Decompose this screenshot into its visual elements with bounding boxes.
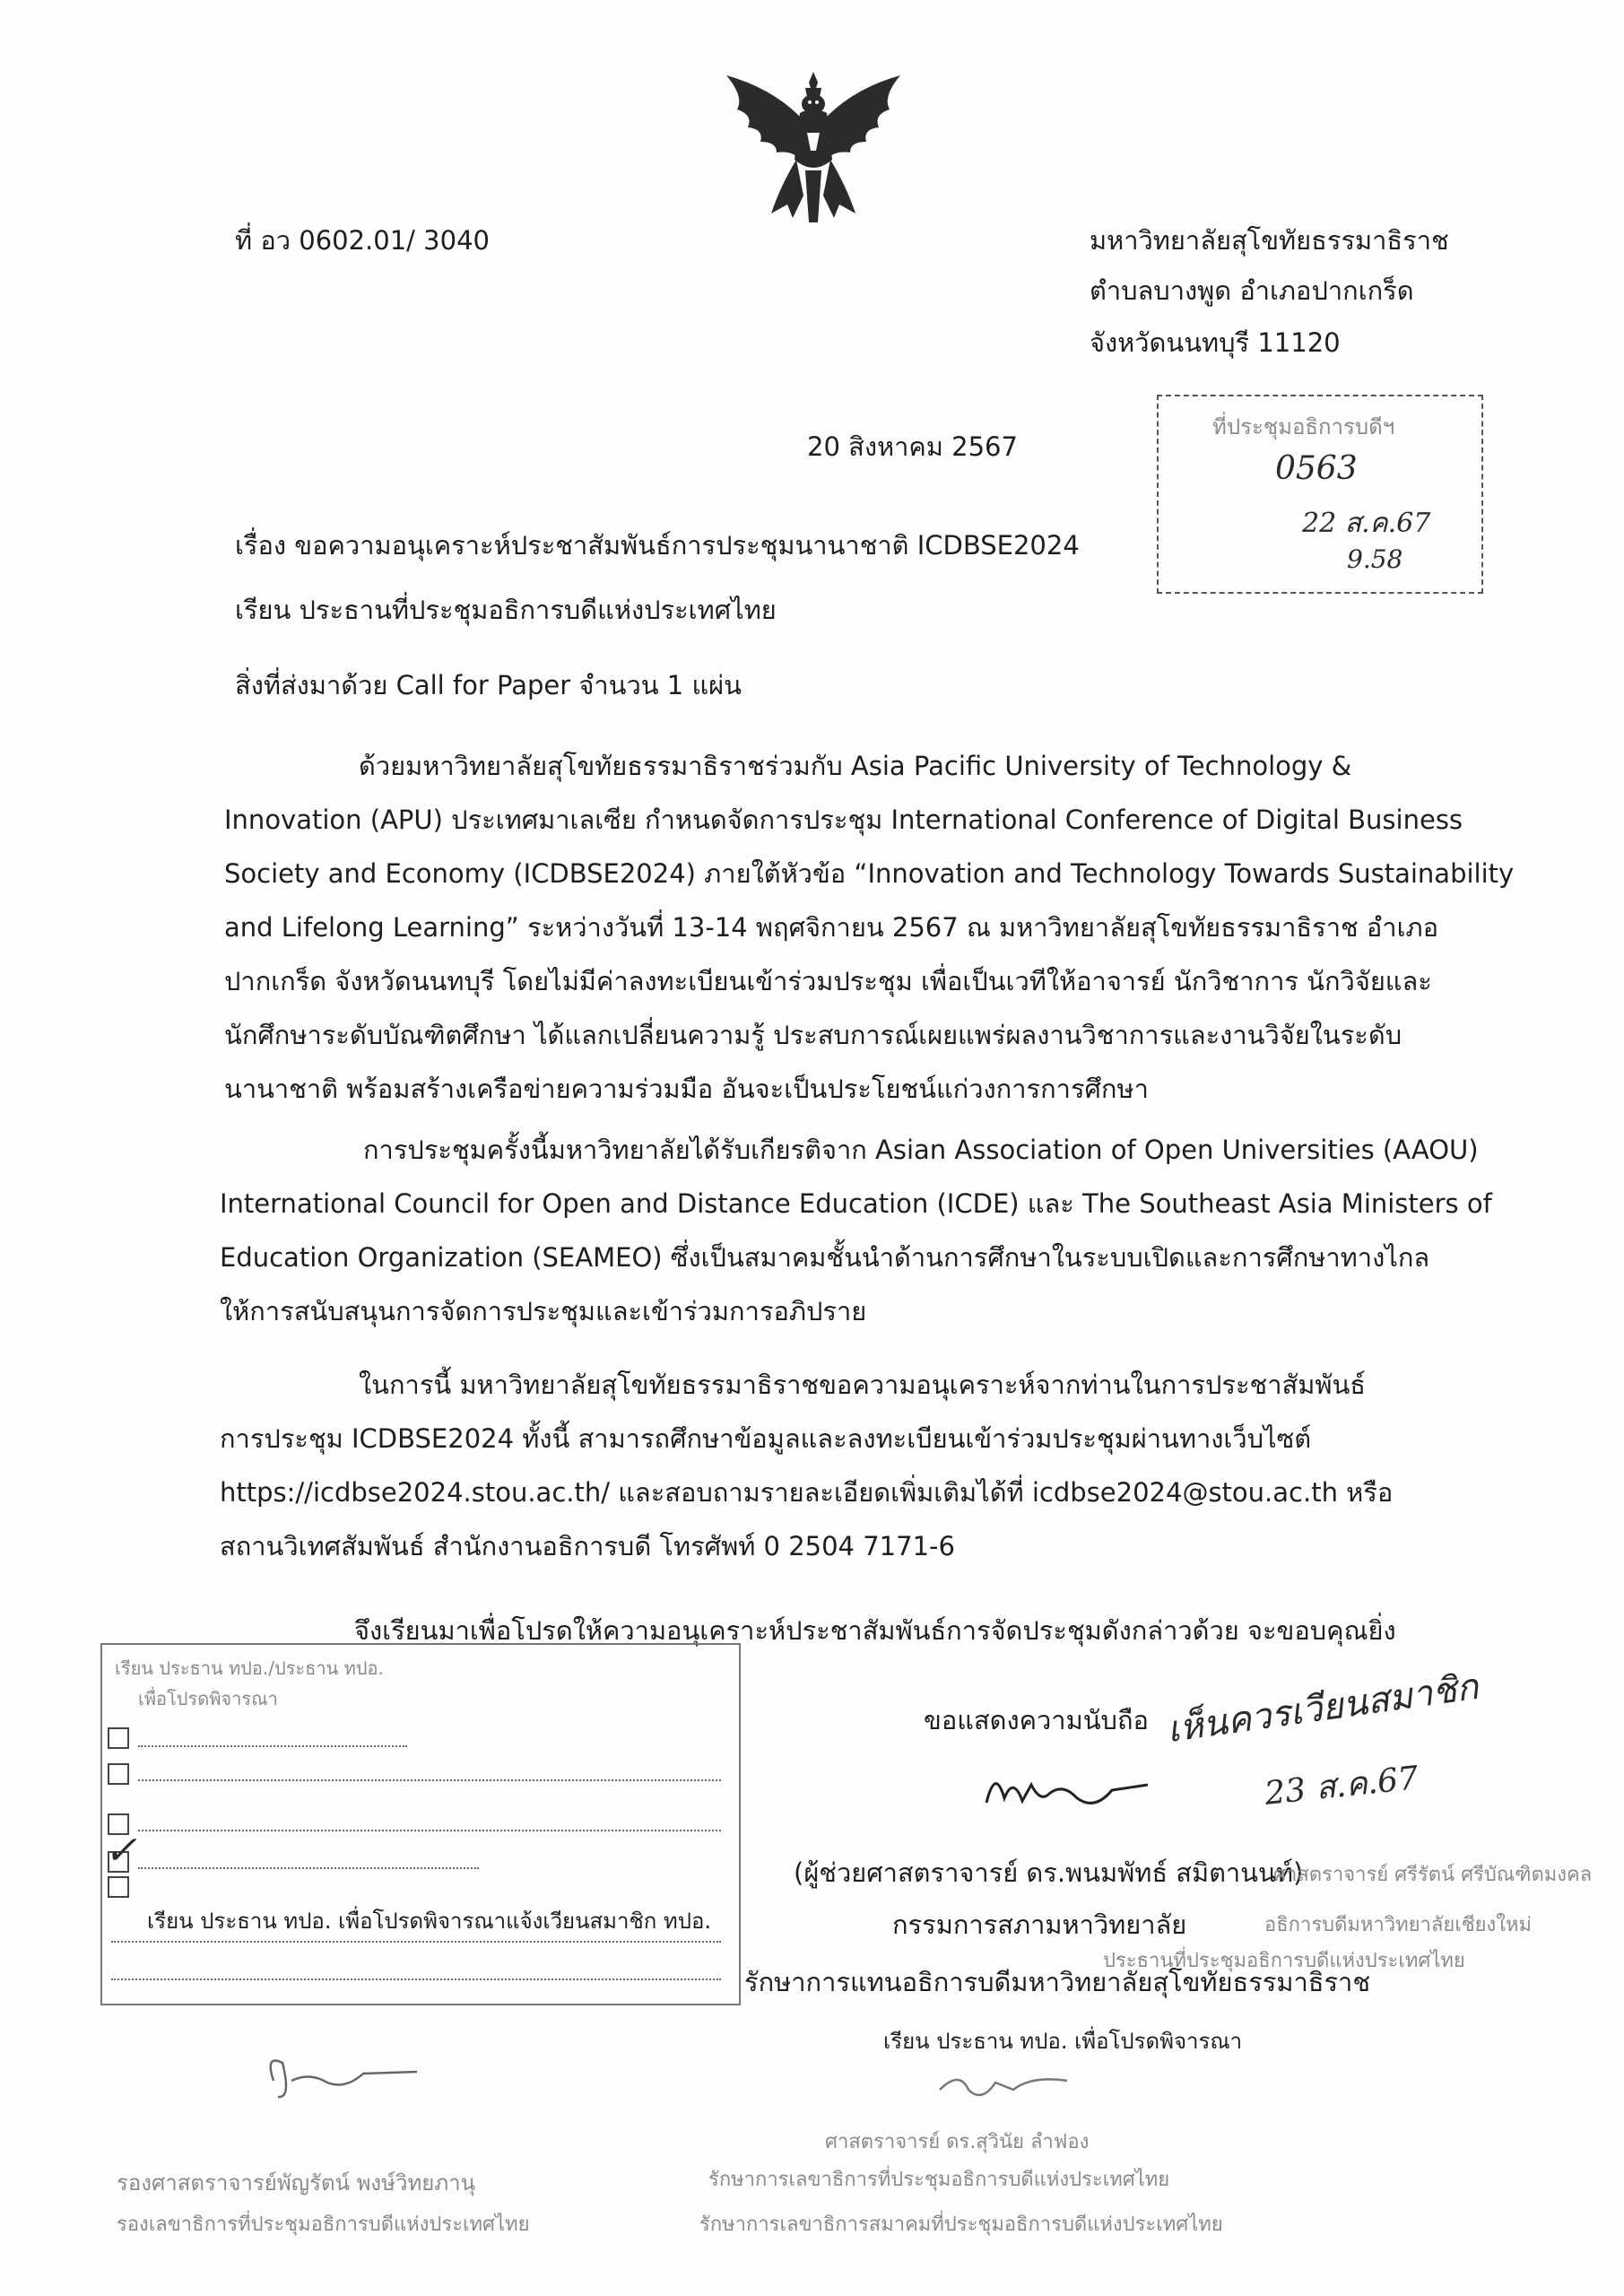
routing-checkbox-1: [108, 1727, 129, 1749]
para2-line-1: การประชุมครั้งนี้มหาวิทยาลัยได้รับเกียรติจาก Asian Association of Open Universities (AAOU): [363, 1135, 1479, 1165]
para1-line-3: Society and Economy (ICDBSE2024) ภายใต้หัวข้อ “Innovation and Technology Towards Sustainability: [224, 858, 1515, 889]
receipt-stamp-date: 22 ส.ค.67: [1302, 508, 1431, 539]
closing-line: จึงเรียนมาเพื่อโปรดให้ความอนุเคราะห์ประชาสัมพันธ์การจัดประชุมดังกล่าวด้วย จะขอบคุณยิ่ง: [354, 1615, 1396, 1646]
reference-number: ที่ อว 0602.01/ 3040: [235, 225, 490, 256]
receipt-stamp-number: 0563: [1275, 450, 1358, 487]
receipt-stamp-time: 9.58: [1347, 544, 1403, 574]
forward-note: เรียน ประธาน ทปอ. เพื่อโปรดพิจารณา: [883, 2029, 1243, 2054]
para3-line-4: สถานวิเทศสัมพันธ์ สำนักงานอธิการบดี โทรศัพท์ 0 2504 7171-6: [220, 1531, 955, 1561]
routing-checkbox-5: [108, 1876, 129, 1898]
right-overlay-position-2: ประธานที่ประชุมอธิการบดีแห่งประเทศไทย: [1103, 1950, 1465, 1972]
para3-line-3: https://icdbse2024.stou.ac.th/ และสอบถามรายละเอียดเพิ่มเติมได้ที่ icdbse2024@stou.ac.th หรือ: [220, 1477, 1394, 1508]
letter-recipient: เรียน ประธานที่ประชุมอธิการบดีแห่งประเทศไทย: [235, 595, 777, 625]
para1-line-1: ด้วยมหาวิทยาลัยสุโขทัยธรรมาธิราชร่วมกับ Asia Pacific University of Technology &: [359, 751, 1352, 781]
left-signer-name: รองศาสตราจารย์พัญรัตน์ พงษ์วิทยภานุ: [117, 2170, 476, 2196]
para1-line-6: นักศึกษาระดับบัณฑิตศึกษา ได้แลกเปลี่ยนความรู้ ประสบการณ์เผยแพร่ผลงานวิชาการและงานวิจัยในระดับ: [224, 1020, 1403, 1050]
routing-box: [100, 1643, 741, 2005]
routing-box-line2: เพื่อโปรดพิจารณา: [138, 1688, 278, 1709]
sender-address-line-3: จังหวัดนนทบุรี 11120: [1090, 327, 1341, 358]
para1-line-2: Innovation (APU) ประเทศมาเลเซีย กำหนดจัดการประชุม International Conference of Digital Business: [224, 804, 1463, 835]
receipt-stamp: [1157, 395, 1483, 594]
para3-line-1: ในการนี้ มหาวิทยาลัยสุโขทัยธรรมาธิราชขอความอนุเคราะห์จากท่านในการประชาสัมพันธ์: [359, 1370, 1366, 1400]
left-signer-position: รองเลขาธิการที่ประชุมอธิการบดีแห่งประเทศไทย: [117, 2213, 530, 2236]
letter-date: 20 สิงหาคม 2567: [807, 431, 1018, 462]
routing-checkbox-2: [108, 1763, 129, 1785]
regards-text: ขอแสดงความนับถือ: [924, 1705, 1149, 1735]
sender-address-line-1: มหาวิทยาลัยสุโขทัยธรรมาธิราช: [1090, 225, 1449, 256]
signer-position-2: รักษาการแทนอธิการบดีมหาวิทยาลัยสุโขทัยธรรมาธิราช: [744, 1967, 1371, 1997]
para1-line-4: and Lifelong Learning” ระหว่างวันที่ 13-14 พฤศจิกายน 2567 ณ มหาวิทยาลัยสุโขทัยธรรมาธิราช อำเภอ: [224, 912, 1439, 943]
para1-line-7: นานาชาติ พร้อมสร้างเครือข่ายความร่วมมือ อันจะเป็นประโยชน์แก่วงการการศึกษา: [224, 1074, 1149, 1104]
signature-icon: [977, 1758, 1157, 1821]
garuda-emblem-icon: [717, 70, 910, 224]
sender-address-line-2: ตำบลบางพูด อำเภอปากเกร็ด: [1090, 275, 1414, 306]
center-signature-icon: [933, 2063, 1076, 2108]
handwritten-date: 23 ส.ค.67: [1263, 1760, 1420, 1813]
routing-box-header: เรียน ประธาน ทปอ./ประธาน ทปอ.: [115, 1657, 384, 1679]
para3-line-2: การประชุม ICDBSE2024 ทั้งนี้ สามารถศึกษาข้อมูลและลงทะเบียนเข้าร่วมประชุมผ่านทางเว็บไซต์: [220, 1423, 1312, 1454]
center-signer-name: ศาสตราจารย์ ดร.สุวินัย ลำฟอง: [825, 2131, 1090, 2153]
routing-box-note: เรียน ประธาน ทปอ. เพื่อโปรดพิจารณาแจ้งเวียนสมาชิก ทปอ.: [147, 1909, 712, 1934]
letter-attachment: สิ่งที่ส่งมาด้วย Call for Paper จำนวน 1 แผ่น: [235, 670, 742, 700]
center-signer-position-2: รักษาการเลขาธิการสมาคมที่ประชุมอธิการบดีแห่งประเทศไทย: [699, 2213, 1223, 2236]
right-overlay-position-1: อธิการบดีมหาวิทยาลัยเชียงใหม่: [1264, 1914, 1533, 1936]
handwritten-instruction: เห็นควรเวียนสมาชิก: [1164, 1665, 1481, 1752]
letter-subject: เรื่อง ขอความอนุเคราะห์ประชาสัมพันธ์การประชุมนานาชาติ ICDBSE2024: [235, 530, 1080, 561]
center-signer-position-1: รักษาการเลขาธิการที่ประชุมอธิการบดีแห่งประเทศไทย: [708, 2169, 1170, 2191]
receipt-stamp-title: ที่ประชุมอธิการบดีฯ: [1212, 414, 1395, 439]
routing-checkmark-icon: ✓: [104, 1828, 137, 1874]
para1-line-5: ปากเกร็ด จังหวัดนนทบุรี โดยไม่มีค่าลงทะเบียนเข้าร่วมประชุม เพื่อเป็นเวทีให้อาจารย์ นักวิชาการ นักวิจัยและ: [224, 966, 1432, 996]
signer-name: (ผู้ช่วยศาสตราจารย์ ดร.พนมพัทธ์ สมิตานนท์): [794, 1857, 1304, 1888]
para2-line-2: International Council for Open and Distance Education (ICDE) และ The Southeast Asia Ministers of: [220, 1188, 1492, 1219]
para2-line-3: Education Organization (SEAMEO) ซึ่งเป็นสมาคมชั้นนำด้านการศึกษาในระบบเปิดและการศึกษาทางไกล: [220, 1242, 1430, 1273]
right-overlay-name: ศาสตราจารย์ ศรีรัตน์ ศรีบัณฑิตมงคล: [1273, 1864, 1593, 1886]
para2-line-4: ให้การสนับสนุนการจัดการประชุมและเข้าร่วมการอภิปราย: [220, 1296, 867, 1326]
left-signature-icon: [256, 2045, 426, 2108]
signer-position-1: กรรมการสภามหาวิทยาลัย: [892, 1909, 1187, 1940]
